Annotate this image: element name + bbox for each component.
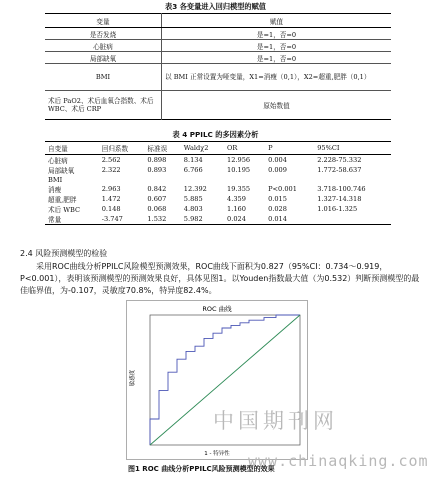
table-cell: 0.024 [227, 215, 246, 223]
table-row [45, 52, 391, 64]
table-cell: 0.148 [101, 205, 121, 213]
table-cell: 8.134 [183, 156, 203, 164]
table-header: 95%CI [314, 142, 391, 155]
table-header: 变量 [45, 14, 162, 28]
table-header: 标准误 [144, 142, 180, 155]
table-cell: 以 BMI 正常设置为哑变量，X1=消瘦（0,1），X2=超重,肥胖（0,1） [162, 64, 392, 91]
y-axis-label: 敏感度 [130, 369, 136, 387]
table-row [45, 214, 391, 225]
table-row [45, 165, 391, 175]
table-cell [181, 175, 224, 184]
table-row [45, 194, 391, 204]
table-row [45, 204, 391, 214]
table-cell: 2.228-75.332 [317, 156, 362, 164]
table-cell: 1.472 [101, 195, 121, 203]
table-cell: 0.607 [147, 195, 167, 203]
x-axis-label: 1 - 特异性 [204, 451, 230, 457]
section-heading: 2.4 风险预测模型的检验 [20, 249, 108, 258]
figure-caption: 图1 ROC 曲线分析PPILC风险预测模型的效果 [128, 465, 275, 473]
plot-title: ROC 曲线 [202, 305, 232, 313]
table-cell: 消瘦 [48, 186, 62, 194]
table-header: 赋值 [162, 14, 392, 28]
table-cell: 0.893 [147, 166, 167, 174]
table-header: Waldχ2 [181, 142, 224, 155]
table-cell: P<0.001 [268, 185, 297, 193]
table-row [45, 184, 391, 194]
table-cell: 12.956 [227, 156, 251, 164]
table-cell: -3.747 [101, 215, 123, 223]
table-cell: 1.772-58.637 [317, 166, 362, 174]
table-cell: 5.885 [183, 195, 203, 203]
table-header: 回归系数 [99, 142, 145, 155]
body-paragraph: 采用ROC曲线分析PPILC风险模型预测效果，ROC曲线下面积为0.827（95%CI：0.734～0.919，P<0.001），表明该预测模型的预测效果良好，具体见图1。以Youden指数最大值（为0.532）判断预测模型的最佳临界值，为-0.107，灵敏度70.8%，特异度82.4%。 [20, 262, 420, 295]
table-cell: 局部缺氧 [48, 167, 75, 175]
table-header: OR [224, 142, 265, 155]
table-cell: 10.195 [227, 166, 251, 174]
table-cell: 2.322 [101, 166, 121, 174]
table-cell: 5.982 [183, 215, 203, 223]
table-row [45, 155, 391, 166]
table-cell: 局部缺氧 [45, 52, 162, 64]
table-cell: 6.766 [183, 166, 203, 174]
watermark-text: 中国期刊网 [213, 409, 338, 433]
table-cell: 1.532 [147, 215, 167, 223]
table-cell: 0.014 [268, 215, 287, 223]
table-cell: 2.963 [101, 185, 121, 193]
table4-title: 表 4 PPILC 的多因素分析 [172, 130, 259, 139]
table-header: P [265, 142, 314, 155]
table-cell: 0.068 [147, 205, 167, 213]
table-cell: 心脏病 [45, 40, 162, 52]
table-cell: 0.898 [147, 156, 167, 164]
table-cell: 4.359 [227, 195, 246, 203]
table-cell: 心脏病 [48, 157, 68, 165]
table-cell: 是=1，否=0 [162, 40, 392, 52]
table-row [45, 28, 391, 40]
table-header-row [45, 14, 391, 28]
table-row [45, 64, 391, 91]
table-cell: 常量 [48, 216, 62, 224]
table-cell: 超重,肥胖 [48, 196, 77, 204]
table-cell: 1.160 [227, 205, 246, 213]
table-row [45, 91, 391, 120]
table4 [45, 141, 391, 225]
table-cell: 原始数值 [162, 91, 392, 120]
table-row [45, 175, 391, 184]
table-cell [224, 175, 265, 184]
table-cell: 术后 WBC [48, 206, 81, 214]
table-cell [144, 175, 180, 184]
table-cell: 0.009 [268, 166, 287, 174]
table-cell [265, 175, 314, 184]
table-cell: 2.562 [101, 156, 121, 164]
table-header: 自变量 [45, 142, 99, 155]
table-cell: 是=1，否=0 [162, 28, 392, 40]
table-cell: BMI [48, 175, 63, 184]
table-cell: 0.028 [268, 205, 287, 213]
table-cell: 1.016-1.325 [317, 205, 358, 213]
table-cell: 12.392 [183, 185, 207, 193]
table3-title: 表3 各变量进入回归模型的赋值 [165, 2, 266, 11]
table-cell: 是否发烧 [45, 28, 162, 40]
table-cell: 4.803 [183, 205, 203, 213]
table-cell: 0.004 [268, 156, 287, 164]
table-cell [314, 175, 391, 184]
table-cell: 0.015 [268, 195, 287, 203]
table-cell: BMI [45, 64, 162, 91]
table-header-row [45, 142, 391, 155]
table-row [45, 40, 391, 52]
table3 [45, 13, 391, 120]
table-cell: 3.718-100.746 [317, 185, 366, 193]
table-cell [314, 214, 391, 225]
roc-figure [126, 300, 308, 460]
table-cell: 术后 PaO2、术后血氧合指数、术后 WBC、术后 CRP [45, 91, 162, 120]
table-cell: 0.842 [147, 185, 167, 193]
watermark-url: www.chinaqking.com [248, 452, 429, 470]
figure-frame [127, 301, 308, 460]
table-cell [99, 175, 145, 184]
table-cell: 1.327-14.318 [317, 195, 362, 203]
table-cell: 19.355 [227, 185, 251, 193]
table-cell: 是=1，否=0 [162, 52, 392, 64]
